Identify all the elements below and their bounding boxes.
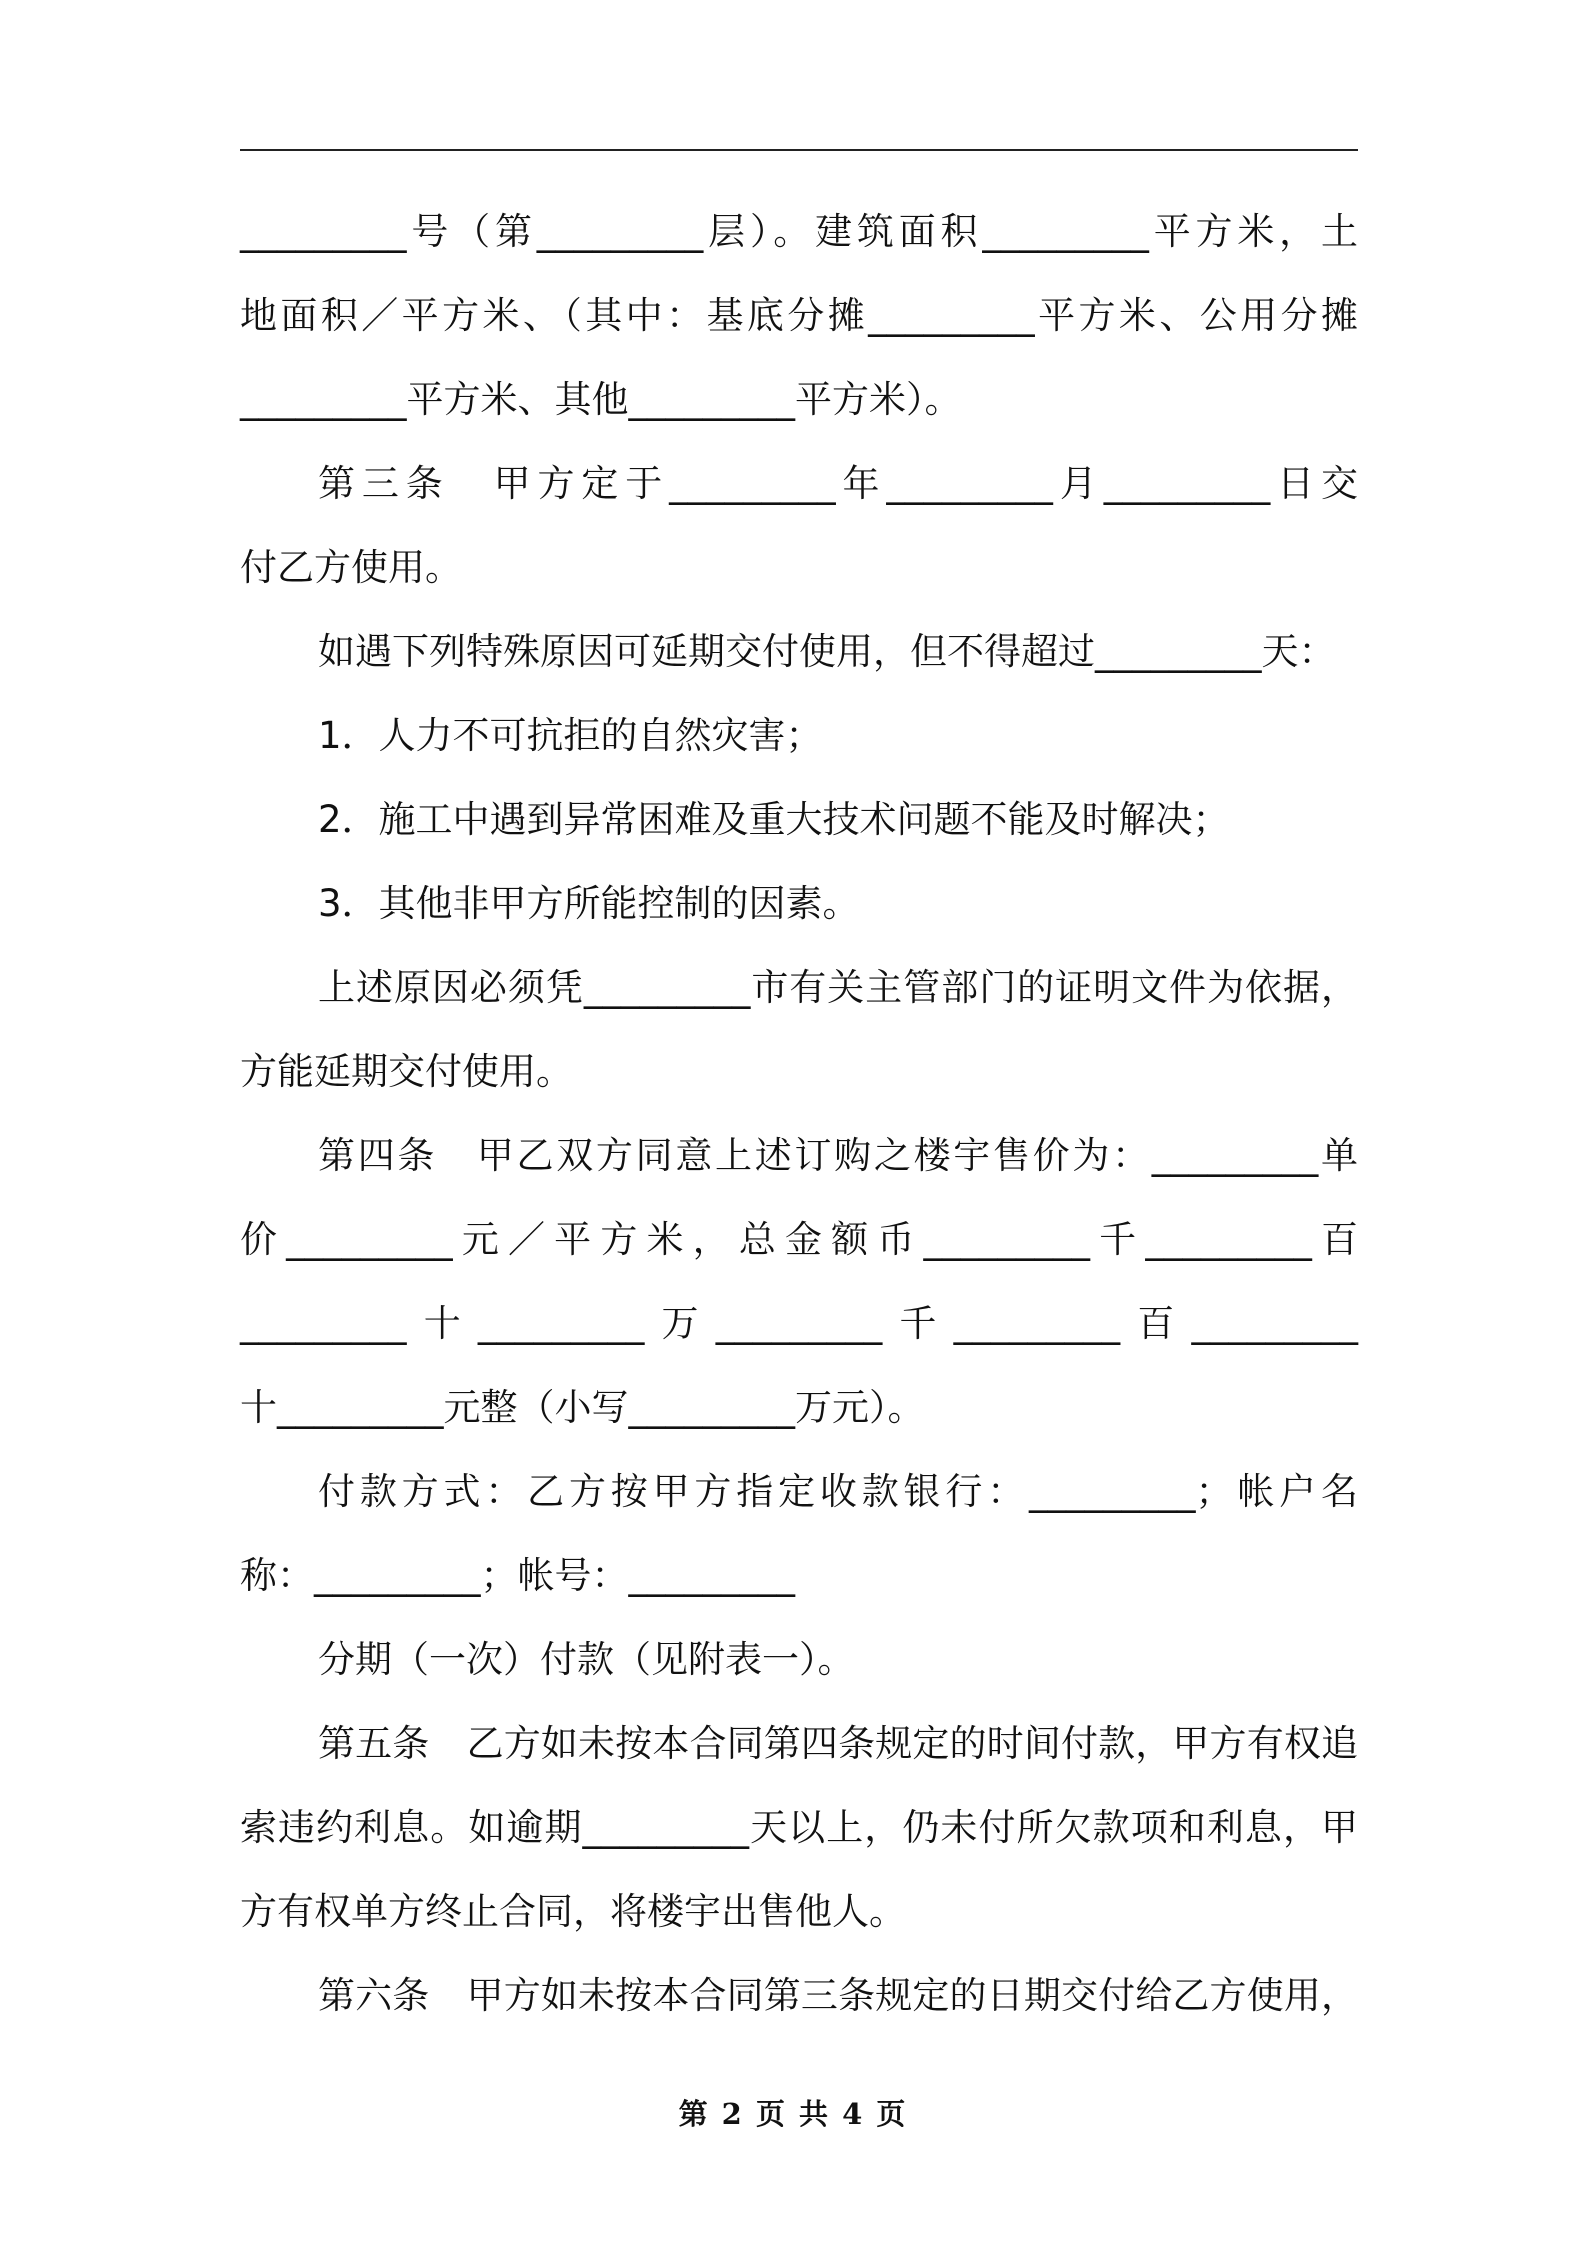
article-5-line-3: 方有权单方终止合同，将楼宇出售他人。 (240, 1890, 906, 1933)
delay-conditions-intro: 如遇下列特殊原因可延期交付使用，但不得超过_________天： (318, 630, 1336, 673)
payment-method-line-1: 付款方式：乙方按甲方指定收款银行：_________；帐户名 (318, 1470, 1358, 1513)
text-line-1: _________号（第_________层）。建筑面积_________平方米，土 (240, 210, 1358, 253)
article-4-line-3: _________十_________万_________千_________百_________ (240, 1302, 1358, 1345)
article-4-line-2: 价_________元／平方米，总金额币_________千_________百 (240, 1218, 1358, 1261)
proof-requirement-line-1: 上述原因必须凭_________市有关主管部门的证明文件为依据， (318, 966, 1358, 1009)
article-4-line-4: 十_________元整（小写_________万元）。 (240, 1386, 925, 1429)
text-line-2: 地面积／平方米、（其中：基底分摊_________平方米、公用分摊 (240, 294, 1358, 337)
article-6-line-1: 第六条 甲方如未按本合同第三条规定的日期交付给乙方使用， (318, 1974, 1358, 2017)
delay-condition-2: 2．施工中遇到异常困难及重大技术问题不能及时解决； (318, 798, 1230, 841)
article-5-line-2: 索违约利息。如逾期_________天以上，仍未付所欠款项和利息，甲 (240, 1806, 1358, 1849)
delay-condition-1: 1．人力不可抗拒的自然灾害； (318, 714, 823, 757)
installment-note: 分期（一次）付款（见附表一）。 (318, 1638, 855, 1681)
article-4-line-1: 第四条 甲乙双方同意上述订购之楼宇售价为：_________单 (318, 1134, 1358, 1177)
article-3-line-1: 第三条 甲方定于_________年_________月_________日交 (318, 462, 1358, 505)
contract-body (240, 190, 1358, 2038)
delay-condition-3: 3．其他非甲方所能控制的因素。 (318, 882, 860, 925)
payment-method-line-2: 称：_________；帐号：_________ (240, 1554, 795, 1597)
article-5-line-1: 第五条 乙方如未按本合同第四条规定的时间付款，甲方有权追 (318, 1722, 1358, 1765)
header-divider (240, 149, 1358, 151)
page-number-footer: 第 2 页 共 4 页 (678, 2097, 908, 2131)
text-line-3: _________平方米、其他_________平方米）。 (240, 378, 962, 421)
proof-requirement-line-2: 方能延期交付使用。 (240, 1050, 573, 1093)
article-3-line-2: 付乙方使用。 (240, 546, 462, 589)
